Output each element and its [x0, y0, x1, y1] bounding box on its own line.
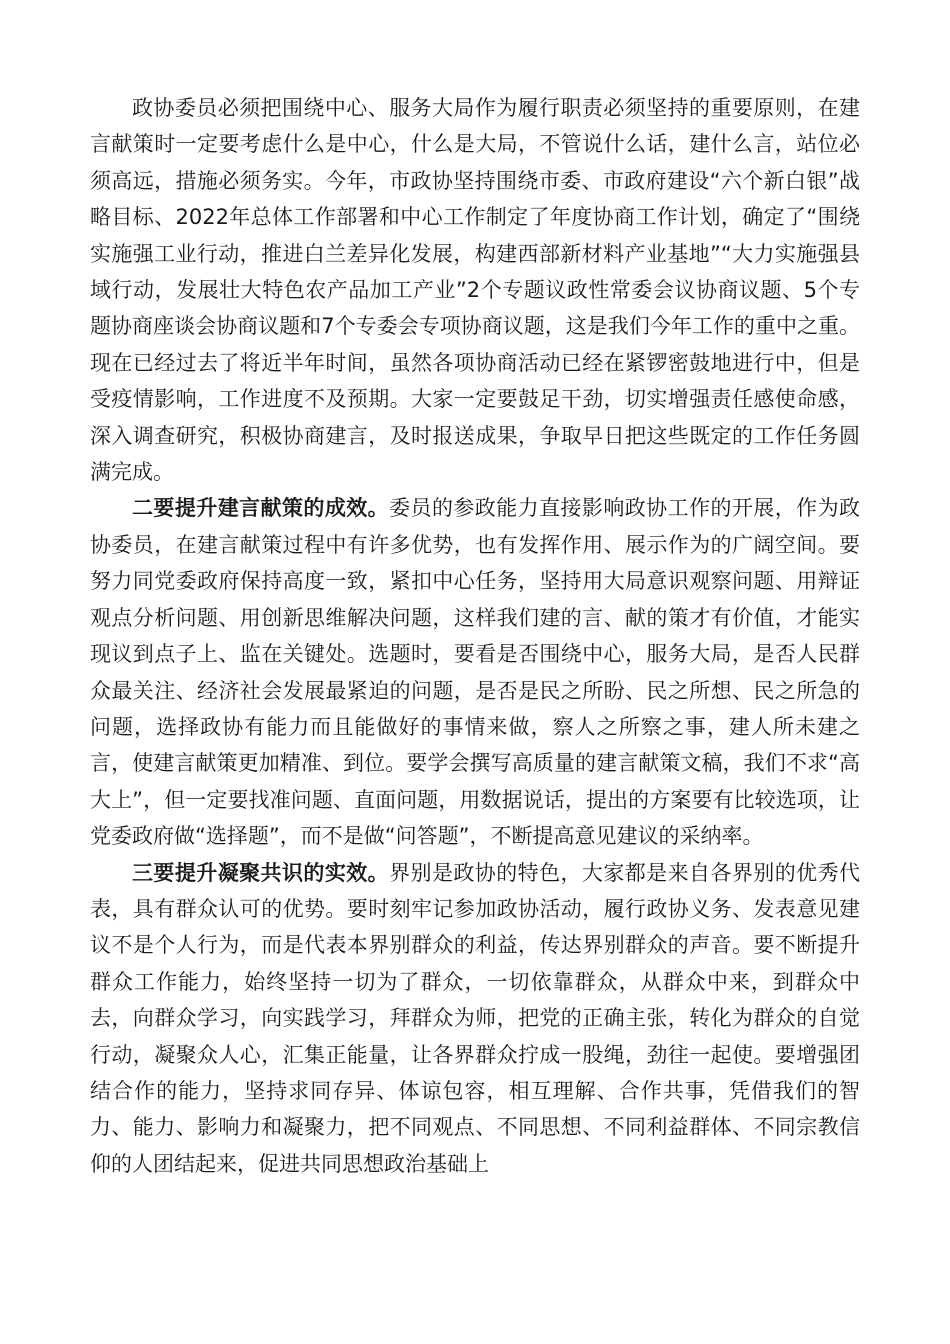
- paragraph-2: [90, 490, 860, 854]
- paragraph-1-text: 政协委员必须把围绕中心、服务大局作为履行职责必须坚持的重要原则，在建言献策时一定要考虑什么是中心，什么是大局，不管说什么话，建什么言，站位必须高远，措施必须务实。今年，市政协坚持围绕市委、市政府建设“六个新白银”战略目标、2022年总体工作部署和中心工作制定了年度协商工作计划，确定了“围绕实施强工业行动，推进白兰差异化发展，构建西部新材料产业基地”“大力实施强县域行动，发展壮大特色农产品加工产业”2个专题议政性常委会议协商议题、5个专题协商座谈会协商议题和7个专委会专项协商议题，这是我们今年工作的重中之重。现在已经过去了将近半年时间，虽然各项协商活动已经在紧锣密鼓地进行中，但是受疫情影响，工作进度不及预期。大家一定要鼓足干劲，切实增强责任感使命感，深入调查研究，积极协商建言，及时报送成果，争取早日把这些既定的工作任务圆满完成。: [90, 96, 860, 485]
- paragraph-1: [90, 90, 860, 490]
- paragraph-2-lead: 二要提升建言献策的成效。: [132, 496, 390, 521]
- document-page: [90, 90, 860, 1182]
- paragraph-3-lead: 三要提升凝聚共识的实效。: [132, 860, 390, 885]
- paragraph-3: [90, 855, 860, 1183]
- paragraph-3-text: 界别是政协的特色，大家都是来自各界别的优秀代表，具有群众认可的优势。要时刻牢记参加政协活动，履行政协义务、发表意见建议不是个人行为，而是代表本界别群众的利益，传达界别群众的声音。要不断提升群众工作能力，始终坚持一切为了群众，一切依靠群众，从群众中来，到群众中去，向群众学习，向实践学习，拜群众为师，把党的正确主张，转化为群众的自觉行动，凝聚众人心，汇集正能量，让各界群众拧成一股绳，劲往一起使。要增强团结合作的能力，坚持求同存异、体谅包容，相互理解、合作共事，凭借我们的智力、能力、影响力和凝聚力，把不同观点、不同思想、不同利益群体、不同宗教信仰的人团结起来，促进共同思想政治基础上: [90, 860, 861, 1176]
- paragraph-2-text: 委员的参政能力直接影响政协工作的开展，作为政协委员，在建言献策过程中有许多优势，也有发挥作用、展示作为的广阔空间。要努力同党委政府保持高度一致，紧扣中心任务，坚持用大局意识观察问题、用辩证观点分析问题、用创新思维解决问题，这样我们建的言、献的策才有价值，才能实现议到点子上、监在关键处。选题时，要看是否围绕中心，服务大局，是否人民群众最关注、经济社会发展最紧迫的问题，是否是民之所盼、民之所想、民之所急的问题，选择政协有能力而且能做好的事情来做，察人之所察之事，建人所未建之言，使建言献策更加精准、到位。要学会撰写高质量的建言献策文稿，我们不求“高大上”，但一定要找准问题、直面问题，用数据说话，提出的方案要有比较选项，让党委政府做“选择题”，而不是做“问答题”，不断提高意见建议的采纳率。: [90, 496, 861, 849]
